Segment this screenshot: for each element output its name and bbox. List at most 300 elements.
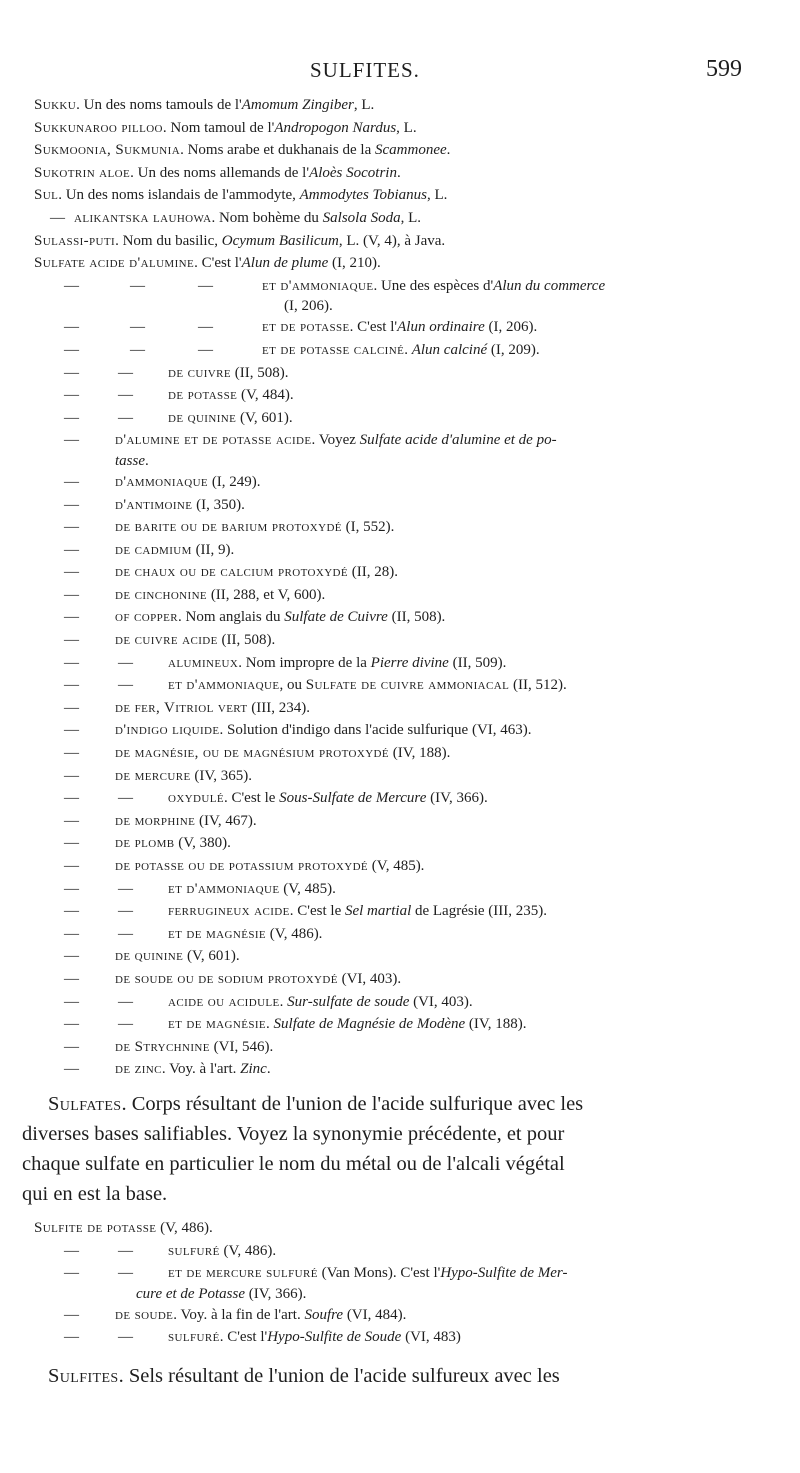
entry-text: (I, 209). — [487, 341, 540, 358]
dictionary-entry — [0, 494, 800, 517]
entry-text: . C'est l' — [194, 255, 242, 272]
entry-italic-term: Sel martial — [344, 903, 412, 920]
entry-text: (V, 380). — [174, 835, 231, 852]
ditto-dash: — — [118, 654, 133, 671]
entry-text: (III, 234). — [247, 699, 310, 716]
entry-text: . Voy. à l'art. — [161, 1061, 241, 1078]
entry-text: (VI, 403). — [337, 970, 402, 987]
entry-headword: Sukotrin aloe — [34, 164, 131, 181]
entry-body — [115, 539, 234, 562]
entry-body — [34, 117, 417, 140]
ditto-dash: — — [118, 880, 133, 897]
entry-text: . Nom tamoul de l' — [162, 119, 275, 136]
ditto-dash: — — [118, 925, 133, 942]
page-body — [0, 94, 800, 1391]
dictionary-entry — [0, 94, 800, 117]
entry-body — [168, 362, 288, 385]
entry-headword: et de magnésie — [168, 1016, 267, 1033]
entry-headword: de quinine — [168, 409, 237, 426]
dictionary-entry — [0, 1217, 800, 1240]
entry-headword: d'alumine et de potasse acide — [115, 432, 312, 449]
dictionary-entry — [0, 561, 800, 584]
paragraph-text: chaque sulfate en particulier le nom du métal ou de l'alcali végétal — [22, 1152, 565, 1175]
ditto-dash: — — [64, 880, 79, 897]
entry-text: . — [145, 452, 149, 469]
entry-italic-term: Zinc — [240, 1061, 267, 1078]
dictionary-entry — [0, 429, 800, 452]
ditto-dash: — — [130, 341, 145, 358]
entry-body — [115, 945, 240, 968]
ditto-dash: — — [64, 1329, 79, 1346]
entry-text: , L. — [427, 187, 448, 204]
entry-text: . Nom anglais du — [177, 609, 285, 626]
entry-headword: Sulfate de cuivre ammoniacal — [305, 677, 510, 694]
ditto-dash: — — [64, 1242, 79, 1259]
entry-text: . Un des noms allemands de l' — [130, 164, 310, 181]
dictionary-entry — [0, 1058, 800, 1081]
entry-body — [115, 855, 424, 878]
entry-text: (V, 485). — [279, 880, 336, 897]
sulfate-entries-list — [0, 94, 800, 1081]
dictionary-entry — [0, 316, 800, 339]
ditto-dash: — — [64, 586, 79, 603]
entry-body — [34, 139, 450, 162]
entry-text: . — [266, 1016, 274, 1033]
entry-body — [34, 162, 401, 185]
entry-text: , L. — [396, 119, 417, 136]
entry-text: (I, 210). — [328, 255, 381, 272]
entry-body — [115, 742, 450, 765]
entry-headword: d'antimoine — [115, 496, 193, 513]
ditto-dash: — — [118, 790, 133, 807]
running-title: SULFITES. — [310, 58, 420, 82]
paragraph-line — [0, 1361, 800, 1391]
entry-text: . — [446, 142, 451, 159]
entry-headword: et d'ammoniaque — [168, 677, 280, 694]
ditto-dash: — — [64, 812, 79, 829]
entry-body — [262, 275, 605, 298]
entry-text: (I, 350). — [192, 496, 245, 513]
dictionary-entry — [0, 252, 800, 275]
entry-text: (II, 9). — [191, 541, 235, 558]
dictionary-entry — [0, 832, 800, 855]
entry-text: . C'est l' — [219, 1329, 268, 1346]
dictionary-entry — [0, 810, 800, 833]
entry-body — [115, 584, 325, 607]
sulfite-entries-list — [0, 1217, 800, 1349]
entry-text: . — [404, 341, 412, 358]
entry-text: . Un des noms tamouls de l' — [76, 97, 242, 113]
dictionary-entry — [0, 923, 800, 946]
entry-headword: de soude ou de sodium protoxydé — [115, 970, 338, 987]
dictionary-entry — [0, 117, 800, 140]
entry-italic-term: Andropogon Nardus — [274, 119, 397, 136]
entry-text: (V, 486). — [219, 1242, 277, 1259]
entry-italic-term: Soufre — [304, 1306, 344, 1323]
entry-text: . Nom impropre de la — [238, 654, 371, 671]
entry-headword: et de magnésie — [168, 925, 267, 942]
ditto-dash: — — [118, 903, 133, 920]
ditto-dash: — — [198, 341, 213, 358]
entry-body — [168, 652, 506, 675]
entry-italic-term: Alun du commerce — [493, 277, 606, 294]
entry-body — [168, 787, 488, 810]
dictionary-entry — [0, 968, 800, 991]
entry-body — [168, 923, 322, 946]
entry-text: (V, 485). — [368, 858, 425, 874]
entry-text: (IV, 366). — [245, 1285, 307, 1302]
ditto-dash: — — [64, 654, 79, 671]
entry-italic-term: Salsola Soda — [322, 209, 401, 226]
ditto-dash: — — [64, 277, 79, 294]
entry-body — [115, 968, 401, 991]
entry-text: (VI, 484). — [343, 1306, 407, 1323]
entry-text: , L. (V, 4), à Java. — [338, 232, 446, 249]
entry-text: . Voy. à la fin de l'art. — [173, 1306, 305, 1323]
entry-body — [262, 316, 537, 339]
entry-text: . Nom du basilic, — [115, 232, 222, 249]
dictionary-entry — [0, 162, 800, 185]
entry-italic-term: Aloès Socotrin — [309, 164, 397, 181]
entry-headword: Sulfate acide d'alumine — [34, 255, 195, 272]
entry-italic-term: Sulfate de Cuivre — [284, 609, 388, 626]
entry-body — [34, 252, 381, 275]
ditto-dash: — — [64, 925, 79, 942]
entry-headword: alikantska lauhowa — [74, 209, 212, 226]
entry-body — [115, 561, 398, 584]
entry-body — [115, 1036, 273, 1059]
ditto-dash: — — [130, 277, 145, 294]
dictionary-entry — [0, 742, 800, 765]
entry-italic-term: tasse — [115, 452, 145, 469]
entry-headword: de cinchonine — [115, 586, 208, 603]
page-number: 599 — [706, 56, 742, 82]
ditto-dash: — — [64, 903, 79, 920]
entry-italic-term: Sulfate acide d'alumine et de po- — [359, 432, 557, 449]
dictionary-entry — [0, 539, 800, 562]
entry-headword: Sulassi-puti — [34, 232, 116, 249]
entry-headword: de quinine — [115, 948, 184, 965]
paragraph-text: diverses bases salifiables. Voyez la synonymie précédente, et pour — [22, 1122, 565, 1145]
ditto-dash: — — [64, 1306, 79, 1323]
entry-italic-term: Hypo-Sulfite de Mer- — [440, 1265, 568, 1282]
entry-text: . Solution d'indigo dans l'acide sulfurique (VI, 463). — [219, 722, 532, 739]
dictionary-entry — [0, 584, 800, 607]
ditto-dash: — — [64, 564, 79, 581]
entry-body — [168, 1240, 276, 1263]
dictionary-entry — [0, 384, 800, 407]
entry-body — [115, 516, 394, 539]
ditto-dash: — — [64, 745, 79, 762]
ditto-dash: — — [64, 1061, 79, 1078]
entry-body — [115, 697, 310, 720]
entry-headword: de soude — [115, 1306, 174, 1323]
entry-headword: de plomb — [115, 835, 175, 852]
entry-text: , L. — [400, 209, 422, 226]
ditto-dash: — — [64, 948, 79, 965]
entry-headword: de morphine — [115, 812, 196, 829]
entry-headword: Sukku — [34, 97, 77, 113]
entry-text: (V, 601). — [236, 409, 293, 426]
dictionary-entry — [0, 652, 800, 675]
entry-text: (IV, 366). — [426, 790, 488, 807]
paragraph-headword: Sulfites — [48, 1364, 119, 1387]
ditto-dash: — — [64, 858, 79, 874]
ditto-dash: — — [64, 699, 79, 716]
ditto-dash: — — [64, 541, 79, 558]
entry-body — [115, 1058, 271, 1081]
entry-headword: sulfuré — [168, 1329, 220, 1346]
entry-body — [168, 878, 336, 901]
ditto-dash: — — [118, 1016, 133, 1033]
ditto-dash: — — [64, 1016, 79, 1033]
sulfites-paragraph — [0, 1361, 800, 1391]
entry-headword: de cadmium — [115, 541, 192, 558]
entry-headword: de cuivre acide — [115, 632, 218, 649]
ditto-dash: — — [64, 677, 79, 694]
entry-headword: d'ammoniaque — [115, 473, 209, 490]
dictionary-entry — [0, 184, 800, 207]
entry-headword: of copper — [115, 609, 178, 626]
entry-italic-term: Ocymum Basilicum — [221, 232, 339, 249]
entry-text: . C'est l' — [349, 319, 398, 336]
dictionary-entry — [0, 855, 800, 878]
entry-headword: de cuivre — [168, 364, 231, 381]
entry-text: (II, 509). — [448, 654, 507, 671]
dictionary-entry — [0, 1036, 800, 1059]
entry-text: (Van Mons). C'est l' — [317, 1265, 441, 1282]
ditto-dash: — — [64, 1038, 79, 1055]
dictionary-entry — [0, 471, 800, 494]
dictionary-entry — [0, 606, 800, 629]
ditto-dash: — — [118, 993, 133, 1010]
ditto-dash: — — [64, 496, 79, 513]
dictionary-entry — [0, 787, 800, 810]
ditto-dash: — — [64, 519, 79, 536]
dictionary-entry — [0, 719, 800, 742]
paragraph-line — [0, 1179, 800, 1209]
entry-text: . Voyez — [311, 432, 360, 449]
entry-body — [136, 1285, 306, 1304]
entry-text: (I, 206). — [284, 298, 333, 315]
entry-italic-term: Amomum Zingiber — [241, 97, 354, 113]
entry-body — [168, 1262, 567, 1285]
entry-text: (I, 206). — [484, 319, 538, 336]
entry-italic-term: cure et de Potasse — [136, 1285, 245, 1302]
dictionary-entry — [0, 1013, 800, 1036]
entry-body — [115, 606, 445, 629]
dictionary-entry — [0, 1304, 800, 1327]
entry-body — [34, 94, 374, 117]
entry-text: , ou — [279, 677, 306, 694]
dictionary-entry — [0, 139, 800, 162]
entry-text: . C'est le — [223, 790, 280, 807]
ditto-dash: — — [118, 387, 133, 404]
entry-text: (VI, 403). — [409, 993, 473, 1010]
entry-text: (VI, 483) — [401, 1329, 461, 1346]
entry-headword: de potasse ou de potassium protoxydé — [115, 858, 369, 874]
entry-body — [168, 384, 294, 407]
entry-italic-term: Alun de plume — [241, 255, 329, 272]
dictionary-entry — [0, 765, 800, 788]
entry-body — [115, 810, 257, 833]
entry-headword: et de potasse — [262, 319, 350, 336]
entry-headword: Sul — [34, 187, 59, 204]
entry-body — [115, 765, 252, 788]
entry-headword: ferrugineux acide — [168, 903, 290, 920]
entry-body — [115, 629, 275, 652]
entry-headword: de potasse — [168, 387, 238, 404]
ditto-dash: — — [64, 364, 79, 381]
entry-headword: et de mercure sulfuré — [168, 1265, 318, 1282]
entry-body — [34, 230, 445, 253]
dictionary-entry — [0, 407, 800, 430]
entry-body — [168, 991, 473, 1014]
ditto-dash: — — [64, 319, 79, 336]
dictionary-entry — [0, 629, 800, 652]
entry-italic-term: Alun calciné — [411, 341, 488, 358]
entry-body — [34, 1217, 213, 1240]
entry-body — [115, 1304, 406, 1327]
ditto-dash: — — [64, 722, 79, 739]
ditto-dash: — — [64, 632, 79, 649]
paragraph-headword: Sulfates — [48, 1092, 122, 1115]
entry-text: . Noms arabe et dukhanais de la — [180, 142, 375, 159]
entry-body — [115, 452, 149, 471]
dictionary-entry — [0, 900, 800, 923]
ditto-dash: — — [64, 970, 79, 987]
entry-body — [74, 207, 421, 230]
entry-italic-term: Ammodytes Tobianus — [299, 187, 428, 204]
entry-text: (V, 484). — [237, 387, 294, 404]
entry-headword: Sulfite de potasse — [34, 1219, 157, 1236]
ditto-dash: — — [64, 387, 79, 404]
entry-headword: et d'ammoniaque — [168, 880, 280, 897]
entry-italic-term: Sur-sulfate de soude — [287, 993, 410, 1010]
paragraph-line — [0, 1149, 800, 1179]
entry-text: (IV, 467). — [195, 812, 257, 829]
entry-body — [115, 832, 231, 855]
paragraph-line — [0, 1089, 800, 1119]
entry-text: (II, 512). — [509, 677, 567, 694]
entry-italic-term: Pierre divine — [370, 654, 449, 671]
ditto-dash: — — [64, 473, 79, 490]
dictionary-entry — [0, 339, 800, 362]
entry-body — [262, 339, 540, 362]
entry-body — [168, 1013, 527, 1036]
entry-headword: et de potasse calciné — [262, 341, 405, 358]
ditto-dash: — — [64, 409, 79, 426]
dictionary-entry — [0, 991, 800, 1014]
entry-text: (II, 508). — [217, 632, 276, 649]
entry-headword: de magnésie, ou de magnésium protoxydé — [115, 745, 389, 762]
entry-text: (V, 486). — [156, 1219, 213, 1236]
ditto-dash: — — [198, 277, 213, 294]
entry-text: . — [266, 1061, 271, 1078]
entry-headword: alumineux — [168, 654, 239, 671]
ditto-dash: — — [64, 790, 79, 807]
ditto-dash: — — [118, 364, 133, 381]
entry-text: (II, 28). — [348, 564, 398, 581]
entry-text: , L. — [353, 97, 375, 113]
entry-text: . Nom bohème du — [211, 209, 323, 226]
ditto-dash: — — [64, 1265, 79, 1282]
entry-headword: oxydulé — [168, 790, 224, 807]
entry-body — [115, 429, 557, 452]
dictionary-entry — [0, 697, 800, 720]
entry-headword: de mercure — [115, 767, 191, 784]
paragraph-text: . Sels résultant de l'union de l'acide sulfureux avec les — [118, 1364, 560, 1387]
ditto-dash: — — [64, 432, 79, 449]
paragraph-text: . Corps résultant de l'union de l'acide sulfurique avec les — [121, 1092, 584, 1115]
ditto-dash: — — [118, 1242, 133, 1259]
ditto-dash: — — [118, 677, 133, 694]
dictionary-entry — [0, 207, 800, 230]
ditto-dash: — — [64, 993, 79, 1010]
ditto-dash: — — [198, 319, 213, 336]
entry-text: (I, 249). — [208, 473, 261, 490]
dictionary-entry — [0, 878, 800, 901]
ditto-dash: — — [118, 1329, 133, 1346]
entry-headword: de zinc — [115, 1061, 162, 1078]
ditto-dash: — — [64, 609, 79, 626]
entry-body — [115, 719, 532, 742]
dictionary-entry — [0, 674, 800, 697]
ditto-dash: — — [64, 341, 79, 358]
entry-body — [115, 471, 261, 494]
entry-headword: sulfuré — [168, 1242, 220, 1259]
entry-text: (IV, 365). — [190, 767, 252, 784]
entry-headword: de chaux ou de calcium protoxydé — [115, 564, 349, 581]
entry-headword: de Strychnine — [115, 1038, 210, 1055]
entry-body — [168, 674, 567, 697]
entry-text: (IV, 188). — [389, 745, 451, 762]
entry-body — [168, 1326, 461, 1349]
dictionary-entry — [0, 516, 800, 539]
entry-headword: d'indigo liquide — [115, 722, 220, 739]
dictionary-entry — [0, 1240, 800, 1263]
entry-text: (V, 601). — [183, 948, 240, 965]
dictionary-entry — [0, 1326, 800, 1349]
entry-body — [168, 407, 293, 430]
entry-body — [34, 184, 447, 207]
entry-text: (I, 552). — [341, 519, 395, 536]
entry-text: (IV, 188). — [465, 1016, 527, 1033]
entry-text: . — [396, 164, 401, 181]
sulfates-paragraph — [0, 1089, 800, 1209]
entry-italic-term: Hypo-Sulfite de Soude — [267, 1329, 402, 1346]
ditto-dash: — — [130, 319, 145, 336]
dictionary-entry — [0, 362, 800, 385]
entry-text: (V, 486). — [266, 925, 323, 942]
entry-text: (II, 288, et V, 600). — [207, 586, 326, 603]
entry-text: . C'est le — [289, 903, 345, 920]
entry-text: (II, 508). — [387, 609, 446, 626]
entry-italic-term: Alun ordinaire — [397, 319, 485, 336]
entry-text: (II, 508). — [230, 364, 289, 381]
dictionary-entry — [0, 275, 800, 298]
entry-continuation — [0, 1285, 800, 1304]
entry-headword: acide ou acidule — [168, 993, 280, 1010]
entry-text: de Lagrésie (III, 235). — [411, 903, 548, 920]
ditto-dash: — — [64, 835, 79, 852]
dictionary-entry — [0, 1262, 800, 1285]
ditto-dash: — — [118, 1265, 133, 1282]
entry-text: . Une des espèces d' — [373, 277, 494, 294]
ditto-dash: — — [50, 209, 65, 226]
entry-italic-term: Sous-Sulfate de Mercure — [279, 790, 427, 807]
entry-italic-term: Scammonee — [375, 142, 447, 159]
